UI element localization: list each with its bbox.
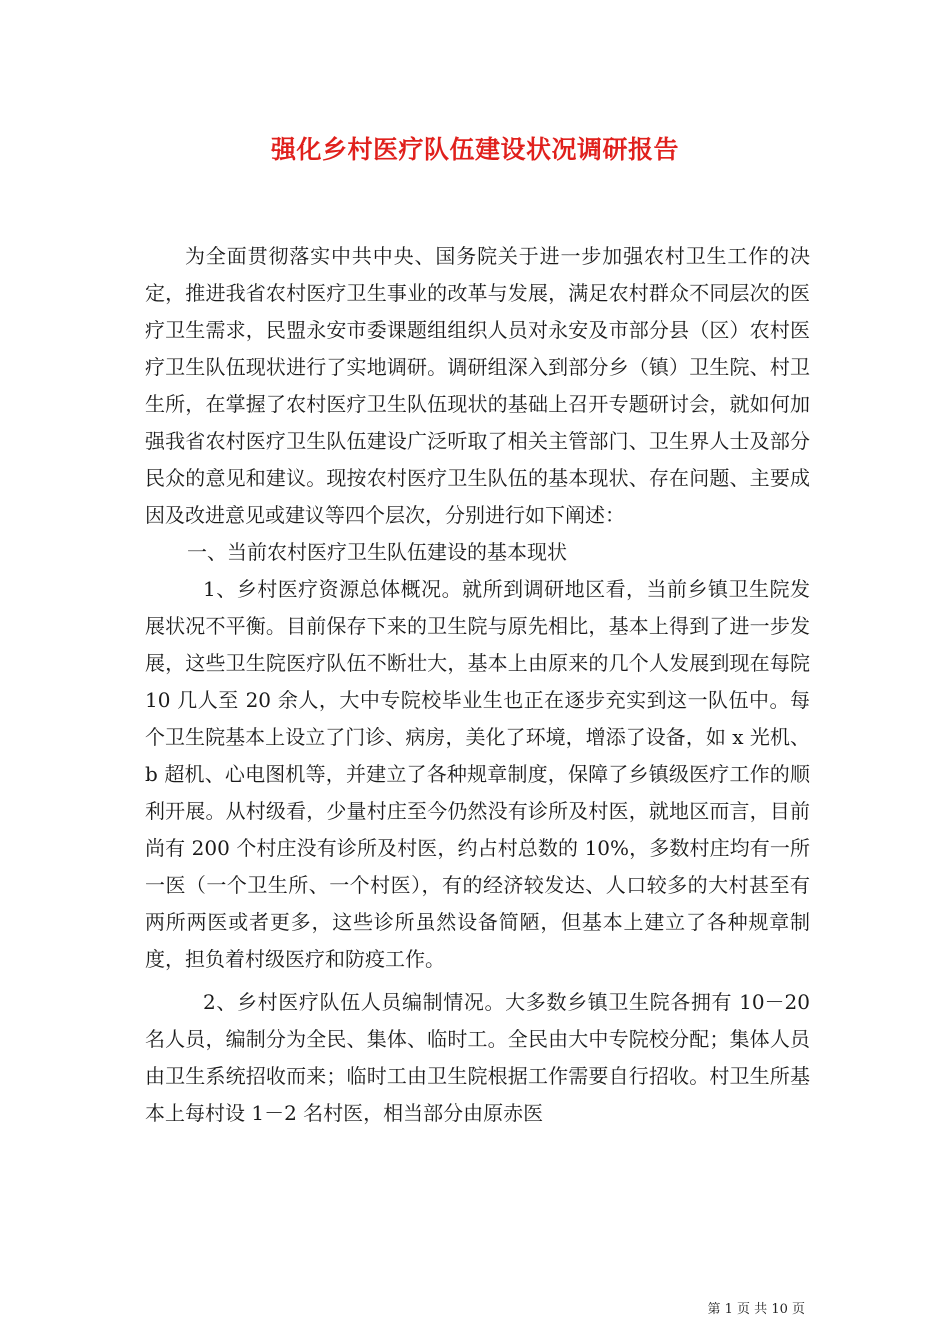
intro-paragraph: 为全面贯彻落实中共中央、国务院关于进一步加强农村卫生工作的决定，推进我省农村医疗卫生事业的改革与发展，满足农村群众不同层次的医疗卫生需求，民盟永安市委课题组组织人员对永安及市部分县（区）农村医疗卫生队伍现状进行了实地调研。调研组深入到部分乡（镇）卫生院、村卫生所，在掌握了农村医疗卫生队伍现状的基础上召开专题研讨会，就如何加强我省农村医疗卫生队伍建设广泛听取了相关主管部门、卫生界人士及部分民众的意见和建议。现按农村医疗卫生队伍的基本现状、存在问题、主要成因及改进意见或建议等四个层次，分别进行如下阐述： [145,244,810,527]
item-paragraph-1: 1、乡村医疗资源总体概况。就所到调研地区看，当前乡镇卫生院发展状况不平衡。目前保存下来的卫生院与原先相比，基本上得到了进一步发展，这些卫生院医疗队伍不断壮大，基本上由原来的几个人发展到现在每院 10 几人至 20 余人，大中专院校毕业生也正在逐步充实到这一队伍中。每个卫生院基本上设立了门诊、病房，美化了环境，增添了设备，如 x 光机、b 超机、心电图机等，并建立了各种规章制度，保障了乡镇级医疗工作的顺利开展。从村级看，少量村庄至今仍然没有诊所及村医，就地区而言，目前尚有 200 个村庄没有诊所及村医，约占村总数的 10%，多数村庄均有一所一医（一个卫生所、一个村医），有的经济较发达、人口较多的大村甚至有两所两医或者更多，这些诊所虽然设备简陋，但基本上建立了各种规章制度，担负着村级医疗和防疫工作。 [145,577,810,971]
document-body [145,238,810,1132]
document-title: 强化乡村医疗队伍建设状况调研报告 [270,135,679,164]
item-paragraph-2: 2、乡村医疗队伍人员编制情况。大多数乡镇卫生院各拥有 10－20 名人员，编制分为全民、集体、临时工。全民由大中专院校分配；集体人员由卫生系统招收而来；临时工由卫生院根据工作需要自行招收。村卫生所基本上每村设 1－2 名村医，相当部分由原赤医 [145,990,810,1125]
page-number: 第 1 页 共 10 页 [707,1302,805,1317]
section-heading: 一、当前农村医疗卫生队伍建设的基本现状 [187,540,567,564]
